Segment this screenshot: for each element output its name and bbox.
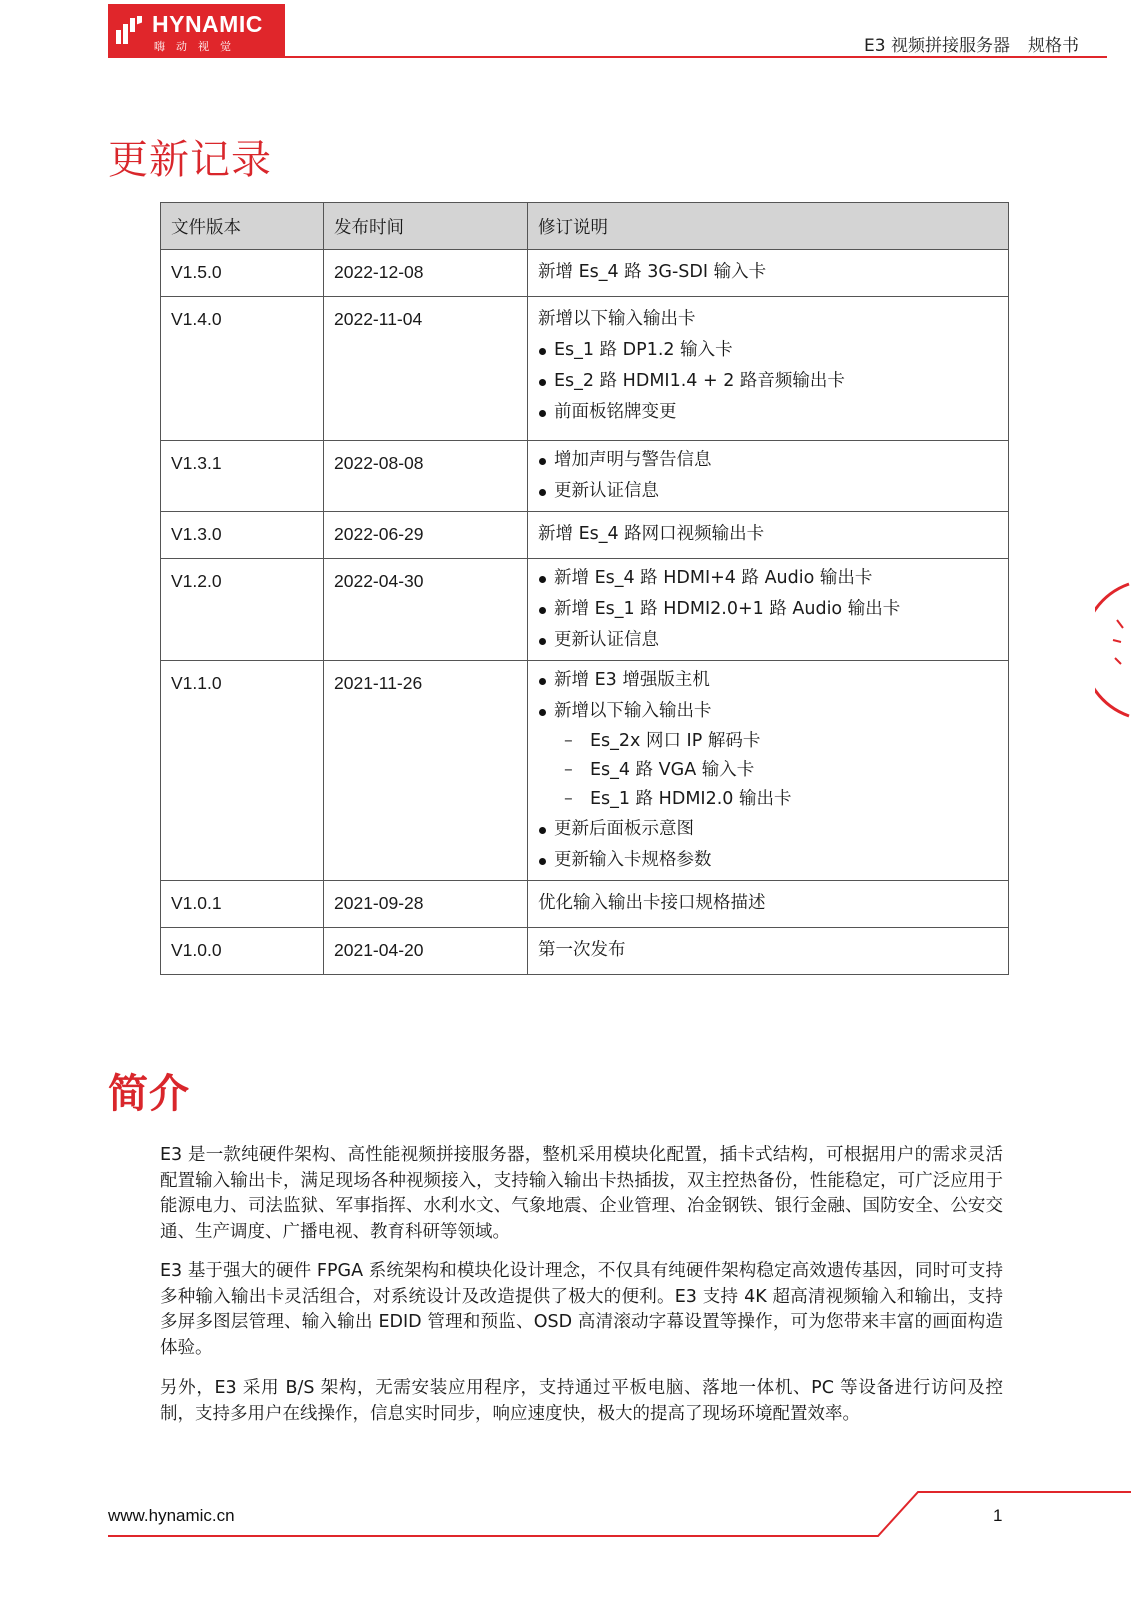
table-row [161, 441, 1009, 512]
table-row [161, 512, 1009, 559]
version-cell: V1.4.0 [161, 297, 324, 441]
intro-heading: 简介 [108, 1071, 190, 1117]
version-cell: V1.3.1 [161, 441, 324, 512]
date-cell: 2022-04-30 [324, 559, 528, 661]
bullet-item: 新增 Es_1 路 HDMI2.0+1 路 Audio 输出卡 [538, 594, 998, 625]
changelog-heading: 更新记录 [108, 137, 272, 183]
column-header-date: 发布时间 [324, 203, 528, 250]
notes-cell: 优化输入输出卡接口规格描述 [528, 881, 1009, 928]
date-cell: 2021-11-26 [324, 661, 528, 881]
column-header-version: 文件版本 [161, 203, 324, 250]
table-row [161, 250, 1009, 297]
bullet-item: 新增 Es_4 路 HDMI+4 路 Audio 输出卡 [538, 563, 998, 594]
header-divider [108, 56, 1107, 58]
table-row [161, 559, 1009, 661]
bullet-item: 更新后面板示意图 [538, 814, 998, 845]
sub-item: – Es_1 路 HDMI2.0 输出卡 [538, 785, 998, 814]
table-header-row [161, 203, 1009, 250]
notes-cell [528, 661, 1009, 881]
doc-title: E3 视频拼接服务器 [864, 36, 1010, 56]
date-cell: 2022-06-29 [324, 512, 528, 559]
brand-logo [108, 4, 285, 57]
bullet-item: 新增 E3 增强版主机 [538, 665, 998, 696]
table-row [161, 928, 1009, 975]
intro-paragraph: E3 是一款纯硬件架构、高性能视频拼接服务器，整机采用模块化配置，插卡式结构，可根据用户的需求灵活配置输入输出卡，满足现场各种视频接入，支持输入输出卡热插拔，双主控热备份，性能稳定，可广泛应用于能源电力、司法监狱、军事指挥、水利水文、气象地震、企业管理、冶金钢铁、银行金融、国防安全、公安交通、生产调度、广播电视、教育科研等领域。 [160, 1145, 1003, 1242]
document-header-title [864, 31, 1079, 56]
version-cell: V1.2.0 [161, 559, 324, 661]
sub-item: – Es_4 路 VGA 输入卡 [538, 756, 998, 785]
notes-intro: 新增以下输入输出卡 [538, 309, 696, 329]
notes-cell: 新增 Es_4 路网口视频输出卡 [528, 512, 1009, 559]
table-row [161, 881, 1009, 928]
bullet-item: 前面板铭牌变更 [538, 397, 998, 428]
date-cell: 2022-12-08 [324, 250, 528, 297]
version-cell: V1.1.0 [161, 661, 324, 881]
bullet-item: Es_1 路 DP1.2 输入卡 [538, 335, 998, 366]
revision-table [160, 202, 1009, 975]
doc-type: 规格书 [1028, 36, 1079, 56]
bullet-item: Es_2 路 HDMI1.4 + 2 路音频输出卡 [538, 366, 998, 397]
date-cell: 2021-09-28 [324, 881, 528, 928]
notes-cell [528, 441, 1009, 512]
version-cell: V1.3.0 [161, 512, 324, 559]
hynamic-logo-icon [116, 16, 144, 46]
notes-cell [528, 297, 1009, 441]
date-cell: 2022-08-08 [324, 441, 528, 512]
footer-website-link[interactable]: www.hynamic.cn [108, 1506, 235, 1525]
bullet-item: 新增以下输入输出卡 [538, 696, 998, 727]
page-number: 1 [993, 1506, 1003, 1525]
sub-item: – Es_2x 网口 IP 解码卡 [538, 727, 998, 756]
intro-paragraph: 另外，E3 采用 B/S 架构，无需安装应用程序，支持通过平板电脑、落地一体机、PC 等设备进行访问及控制，支持多用户在线操作，信息实时同步，响应速度快，极大的提高了现场环境配置效率。 [160, 1378, 1003, 1424]
version-cell: V1.5.0 [161, 250, 324, 297]
notes-cell: 新增 Es_4 路 3G-SDI 输入卡 [528, 250, 1009, 297]
bullet-item: 更新认证信息 [538, 476, 998, 507]
table-row [161, 297, 1009, 441]
column-header-notes: 修订说明 [528, 203, 1009, 250]
seal-stamp-icon [1095, 580, 1131, 720]
date-cell: 2021-04-20 [324, 928, 528, 975]
bullet-item: 增加声明与警告信息 [538, 445, 998, 476]
logo-subtitle: 嗨动视觉 [154, 40, 242, 53]
table-row [161, 661, 1009, 881]
logo-name: HYNAMIC [152, 11, 263, 37]
notes-cell: 第一次发布 [528, 928, 1009, 975]
bullet-item: 更新输入卡规格参数 [538, 845, 998, 876]
notes-cell [528, 559, 1009, 661]
date-cell: 2022-11-04 [324, 297, 528, 441]
version-cell: V1.0.0 [161, 928, 324, 975]
bullet-item: 更新认证信息 [538, 625, 998, 656]
intro-paragraph: E3 基于强大的硬件 FPGA 系统架构和模块化设计理念，不仅具有纯硬件架构稳定高效遗传基因，同时可支持多种输入输出卡灵活组合，对系统设计及改造提供了极大的便利。E3 支持 4K 超高清视频输入和输出，支持多屏多图层管理、输入输出 EDID 管理和预监、OSD 高清滚动字幕设置等操作，可为您带来丰富的画面构造体验。 [160, 1261, 1003, 1358]
version-cell: V1.0.1 [161, 881, 324, 928]
